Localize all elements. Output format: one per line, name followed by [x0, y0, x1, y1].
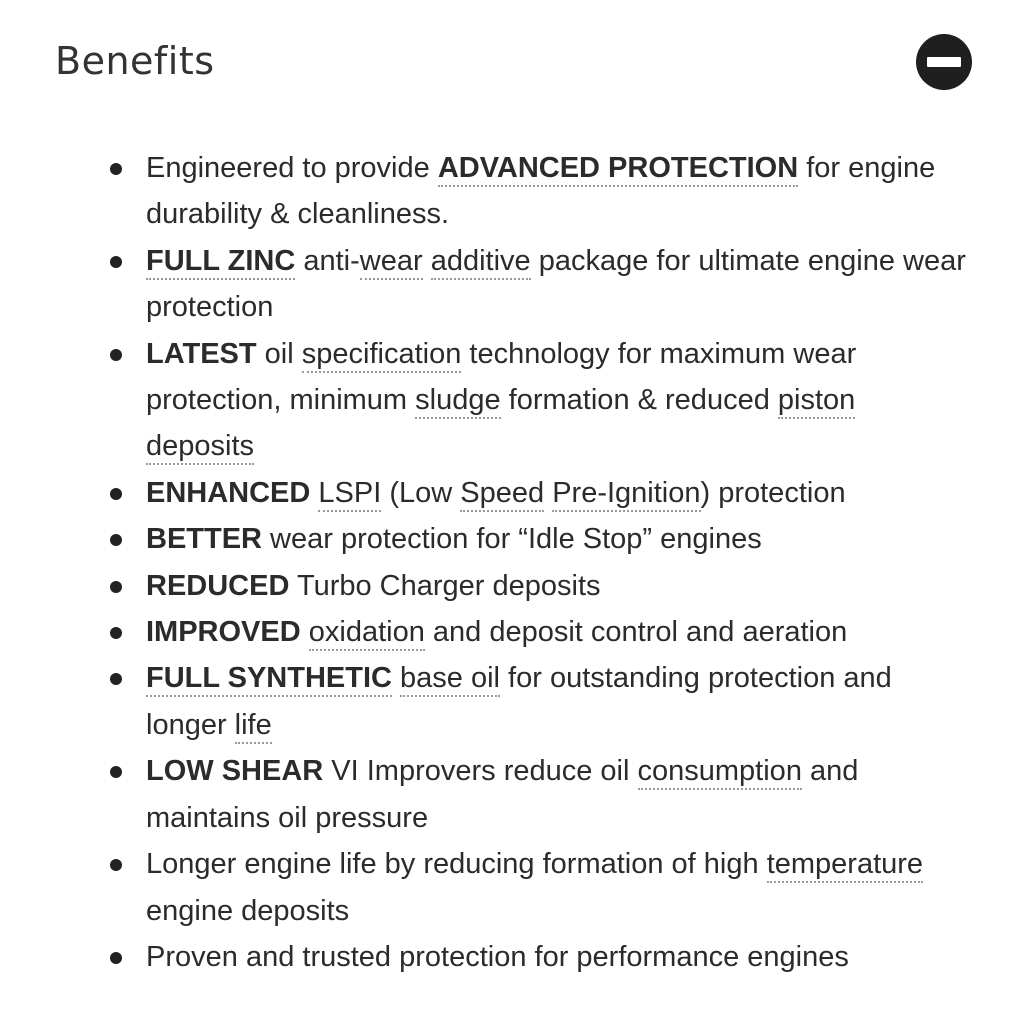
benefit-glossary-term[interactable]: temperature — [767, 848, 923, 883]
benefit-glossary-term[interactable]: deposits — [146, 430, 254, 465]
bullet-icon — [110, 952, 122, 964]
benefit-text: package for ultimate engine wear protection — [146, 244, 966, 324]
bullet-icon — [110, 627, 122, 639]
benefit-glossary-term[interactable]: sludge — [415, 384, 500, 419]
benefit-highlight: LATEST — [146, 337, 257, 370]
benefit-text: for outstanding protection and longer — [146, 662, 892, 741]
benefit-item — [110, 470, 970, 516]
benefit-text — [301, 616, 309, 648]
benefit-glossary-term[interactable]: LSPI — [318, 477, 381, 512]
section-header — [55, 34, 975, 90]
benefit-highlight[interactable]: FULL ZINC — [146, 245, 295, 280]
benefit-text: for engine durability & cleanliness. — [146, 152, 936, 231]
benefit-highlight[interactable]: ADVANCED PROTECTION — [438, 152, 798, 187]
benefit-text: Longer engine life by reducing formation of high — [146, 848, 767, 881]
benefit-text: oil — [256, 337, 302, 370]
bullet-icon — [110, 673, 122, 685]
benefit-item — [110, 238, 970, 331]
benefit-item — [110, 748, 970, 841]
benefit-text — [392, 662, 400, 694]
benefit-text — [544, 477, 552, 509]
bullet-icon — [110, 859, 122, 871]
benefit-glossary-term[interactable]: piston — [778, 384, 855, 419]
benefit-glossary-term[interactable]: specification — [302, 338, 462, 373]
benefit-text: ) protection — [700, 476, 846, 509]
bullet-icon — [110, 581, 122, 593]
benefit-item — [110, 516, 970, 562]
benefit-item — [110, 145, 970, 238]
benefit-text: Engineered to provide — [146, 152, 438, 184]
benefit-text: and deposit control and aeration — [424, 616, 848, 649]
benefit-glossary-term[interactable]: Pre-Ignition — [552, 477, 700, 512]
benefit-highlight: ENHANCED — [146, 476, 311, 509]
benefit-highlight: BETTER — [146, 523, 262, 556]
benefit-text: wear protection for “Idle Stop” engines — [262, 523, 762, 556]
bullet-icon — [110, 349, 122, 361]
benefit-text: engine deposits — [146, 894, 350, 927]
benefit-highlight: LOW SHEAR — [146, 755, 324, 788]
benefit-text: and maintains oil pressure — [146, 755, 859, 834]
benefit-text: formation & reduced — [500, 384, 778, 417]
bullet-icon — [110, 488, 122, 500]
benefit-item — [110, 655, 970, 748]
benefit-item — [110, 331, 970, 470]
benefit-item — [110, 563, 970, 609]
bullet-icon — [110, 163, 122, 175]
benefit-glossary-term[interactable]: Speed — [460, 477, 544, 512]
minus-circle-icon[interactable] — [916, 34, 972, 90]
benefit-item — [110, 841, 970, 934]
benefit-text: Turbo Charger deposits — [289, 569, 601, 602]
bullet-icon — [110, 534, 122, 546]
benefit-text: VI Improvers reduce oil — [323, 755, 638, 788]
benefit-glossary-term[interactable]: additive — [431, 245, 531, 280]
benefit-text: technology for maximum wear protection, minimum — [146, 337, 857, 417]
benefit-text: (Low — [381, 476, 461, 509]
benefit-glossary-term[interactable]: oxidation — [309, 616, 425, 651]
benefit-item — [110, 934, 970, 980]
benefit-highlight: IMPROVED — [146, 616, 301, 649]
section-title: Benefits — [55, 39, 215, 83]
benefit-text — [423, 245, 431, 277]
minus-bar — [927, 57, 961, 67]
benefit-glossary-term[interactable]: base oil — [400, 662, 500, 697]
benefit-glossary-term[interactable]: consumption — [638, 755, 802, 790]
benefit-item — [110, 609, 970, 655]
benefits-list — [110, 145, 970, 980]
benefit-text: Proven and trusted protection for performance engines — [146, 940, 849, 973]
benefit-highlight: REDUCED — [146, 569, 290, 602]
benefit-highlight[interactable]: FULL SYNTHETIC — [146, 662, 392, 697]
benefit-glossary-term[interactable]: wear — [360, 245, 423, 280]
bullet-icon — [110, 256, 122, 268]
benefit-text: anti- — [295, 244, 360, 277]
benefit-glossary-term[interactable]: life — [235, 709, 272, 744]
bullet-icon — [110, 766, 122, 778]
